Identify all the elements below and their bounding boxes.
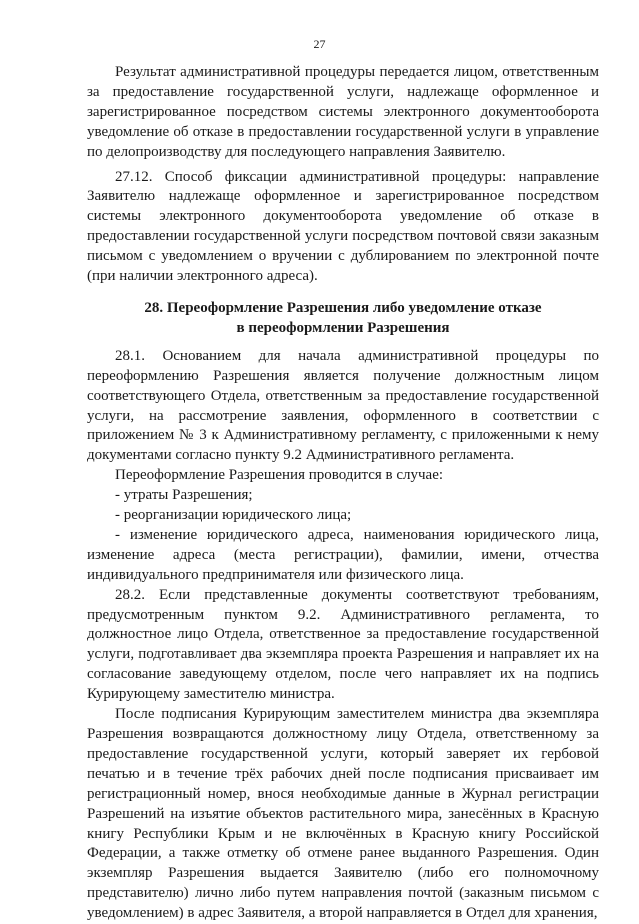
paragraph-reissue-cases: Переоформление Разрешения проводится в случае: (115, 467, 444, 484)
list-item-change-details: - изменение юридического адреса, наименования юридического лица, изменение адреса (места регистрации), фамилии, имени, отчества индивидуального предпринимателя или физического лица. (87, 526, 599, 583)
paragraph-28-1: 28.1. Основанием для начала административной процедуры по переоформлению Разрешения является получение должностным лицом соответствующего Отдела, ответственным за предоставление государственной услуги, на рассмотрение заявления, оформленного в соответствии с приложением № 3 к Административному регламенту, с приложенными к нему документами согласно пункту 9.2 Административного регламента. (87, 347, 599, 464)
section-heading (87, 299, 599, 339)
paragraph-after-signing: После подписания Курирующим заместителем министра два экземпляра Разрешения возвращаются должностному лицу Отдела, ответственному за предоставление государственной услуги, который заверяет их гербовой печатью и в течение трёх рабочих дней после подписания присваивает им регистрационный номер, внося необходимые данные в Журнал регистрации Разрешений на изъятие объектов растительного мира, занесённых в Красную книгу Республики Крым и не включённых в Красную книгу Российской Федерации, а также отметку об отмене ранее выданного Разрешения. Один экземпляр Разрешения выдается Заявителю (либо его полномочному представителю) лично либо путем направления почтой (заказным письмом с уведомлением) в адрес Заявителя, а второй направляется в Отдел для хранения, (87, 706, 599, 922)
list-item-reorganization: - реорганизации юридического лица; (115, 507, 352, 524)
page-number: 27 (313, 37, 326, 51)
paragraph-result: Результат административной процедуры передается лицом, ответственным за предоставление государственной услуги, надлежаще оформленное и зарегистрированное посредством системы электронного документооборота уведомление об отказе в предоставлении государственной услуги в управление по делопроизводству для последующего направления Заявителю. (87, 64, 599, 160)
section-heading-line1: 28. Переоформление Разрешения либо уведомление отказе (144, 299, 542, 316)
section-heading-line2: в переоформлении Разрешения (236, 319, 450, 336)
list-item-loss: - утраты Разрешения; (115, 487, 253, 504)
paragraph-27-12: 27.12. Способ фиксации административной процедуры: направление Заявителю надлежаще оформленное и зарегистрированное посредством системы электронного документооборота уведомление об отказе в предоставлении государственной услуги посредством почтовой связи заказным письмом с уведомлением о вручении с дублированием по электронной почте (при наличии электронного адреса). (87, 168, 599, 285)
document-body (87, 63, 599, 924)
paragraph-28-2: 28.2. Если представленные документы соответствуют требованиям, предусмотренным пунктом 9.2. Административного регламента, то должностное лицо Отдела, ответственное за предоставление государственной услуги, подготавливает два экземпляра проекта Разрешения и направляет их на согласование заведующему отделом, после чего направляет их на подпись Курирующему заместителю министра. (87, 586, 599, 703)
